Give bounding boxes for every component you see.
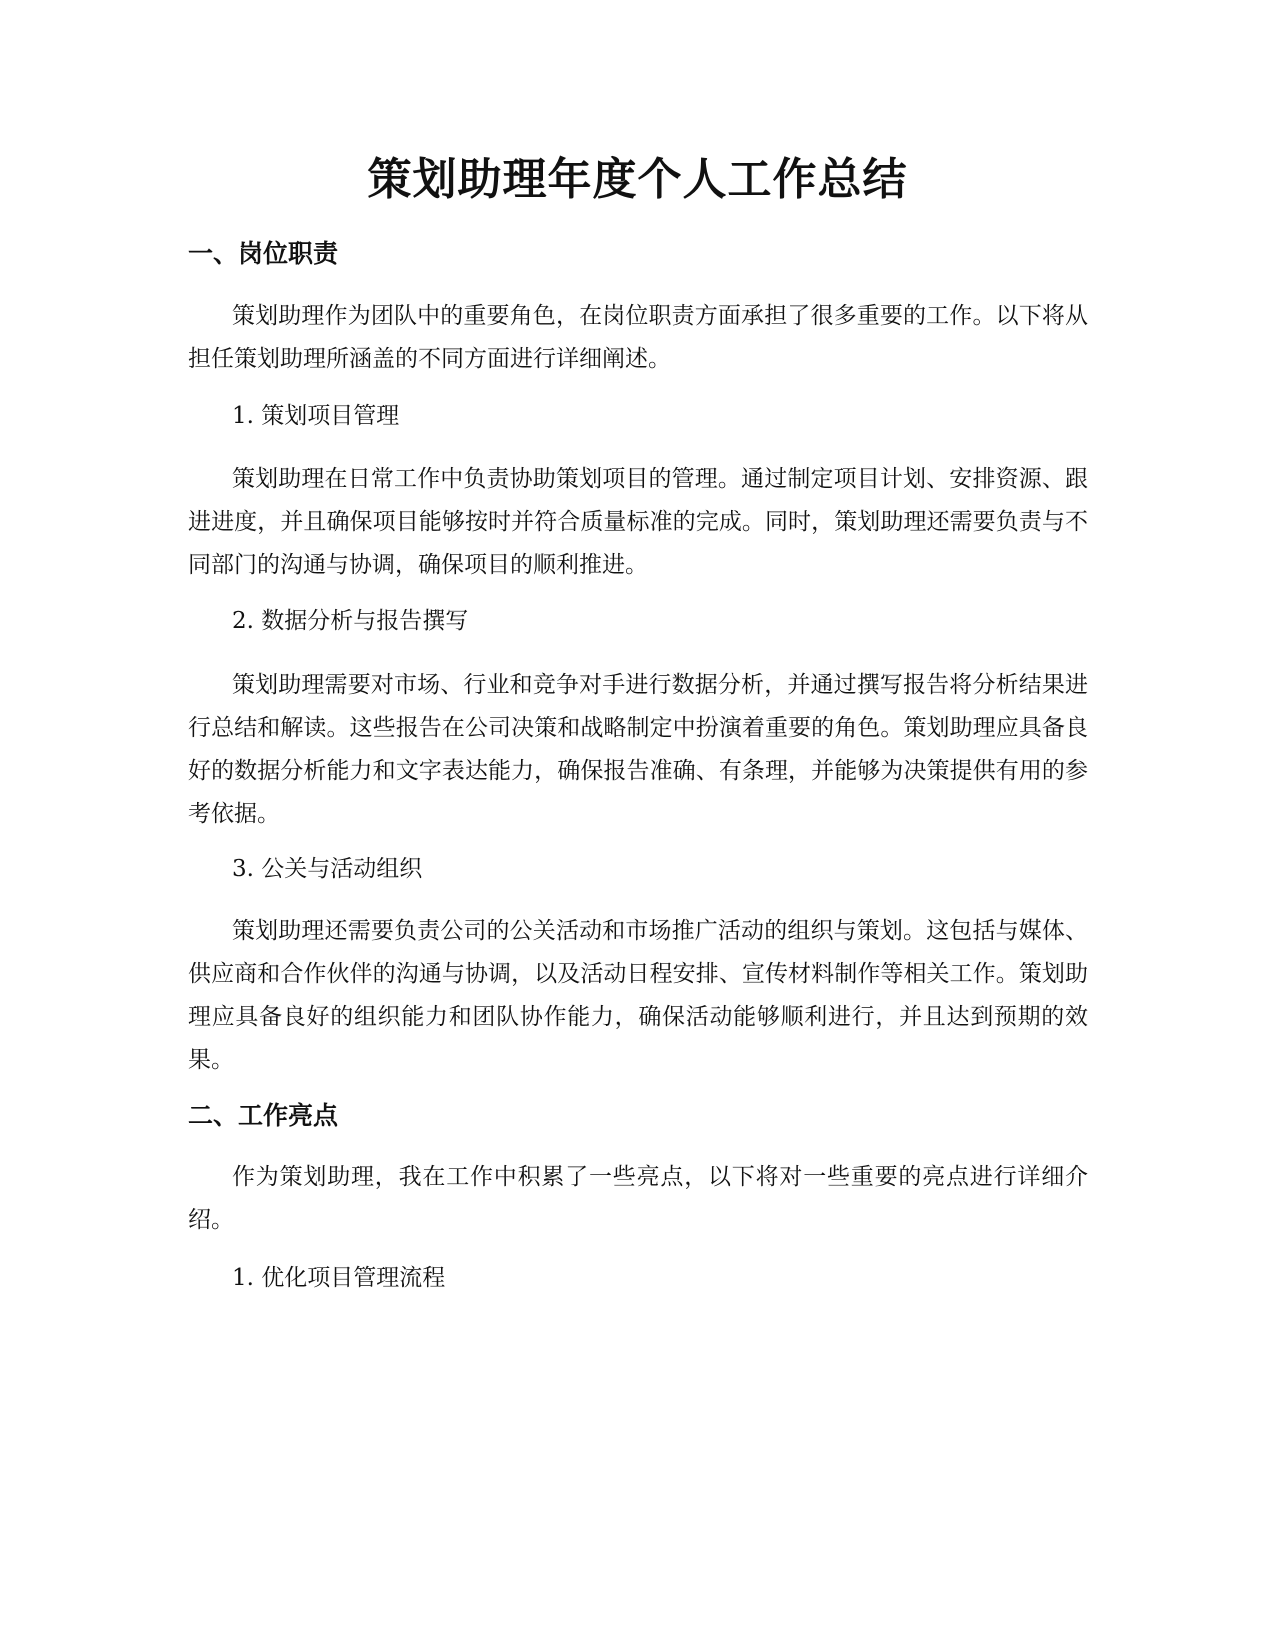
list-item-label-optimize-process: 1. 优化项目管理流程	[232, 1265, 446, 1291]
paragraph-project-management: 策划助理在日常工作中负责协助策划项目的管理。通过制定项目计划、安排资源、跟进进度，并且确保项目能够按时并符合质量标准的完成。同时，策划助理还需要负责与不同部门的沟通与协调，确保项目的顺利推进。	[188, 466, 1088, 578]
section-heading-duties: 一、岗位职责	[188, 239, 339, 268]
list-item-label-pr-events: 3. 公关与活动组织	[232, 856, 423, 882]
paragraph-data-analysis: 策划助理需要对市场、行业和竞争对手进行数据分析，并通过撰写报告将分析结果进行总结和解读。这些报告在公司决策和战略制定中扮演着重要的角色。策划助理应具备良好的数据分析能力和文字表达能力，确保报告准确、有条理，并能够为决策提供有用的参考依据。	[188, 672, 1088, 827]
section-heading-highlights: 二、工作亮点	[188, 1101, 339, 1130]
document-title: 策划助理年度个人工作总结	[367, 154, 908, 205]
list-item-label-project-management: 1. 策划项目管理	[232, 403, 400, 429]
paragraph-pr-events: 策划助理还需要负责公司的公关活动和市场推广活动的组织与策划。这包括与媒体、供应商和合作伙伴的沟通与协调，以及活动日程安排、宣传材料制作等相关工作。策划助理应具备良好的组织能力和团队协作能力，确保活动能够顺利进行，并且达到预期的效果。	[188, 918, 1088, 1073]
section-intro-duties: 策划助理作为团队中的重要角色，在岗位职责方面承担了很多重要的工作。以下将从担任策划助理所涵盖的不同方面进行详细阐述。	[188, 303, 1088, 372]
list-item-label-data-analysis: 2. 数据分析与报告撰写	[232, 608, 469, 634]
section-intro-highlights: 作为策划助理，我在工作中积累了一些亮点，以下将对一些重要的亮点进行详细介绍。	[188, 1164, 1088, 1233]
